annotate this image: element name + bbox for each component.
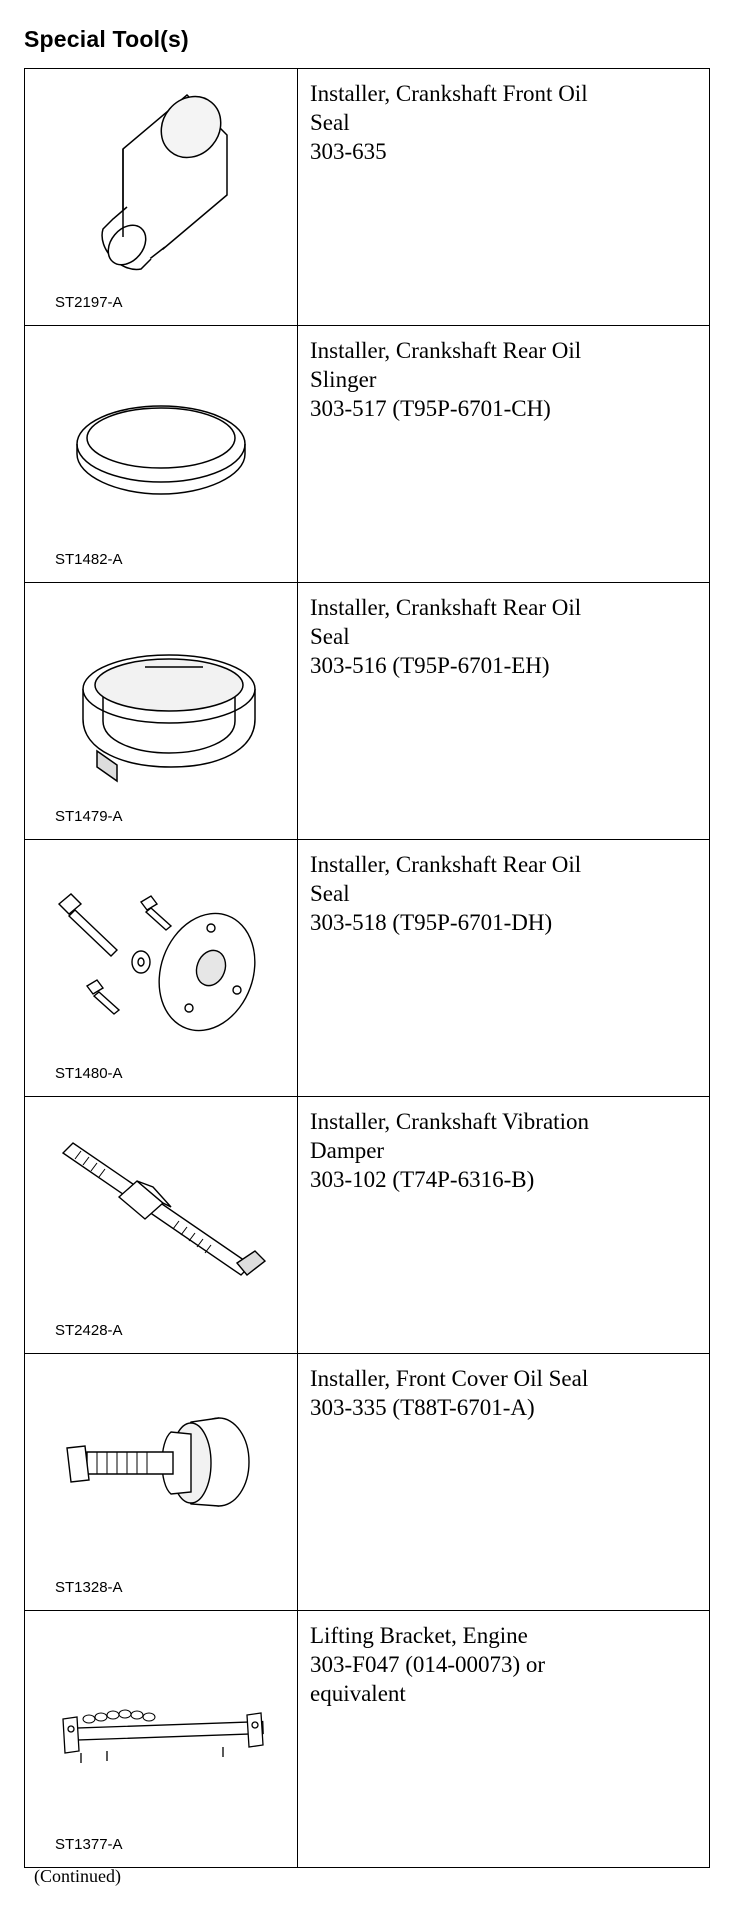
engine-lifting-bracket-icon [41, 1629, 281, 1819]
tool-name: Installer, Crankshaft Rear Oil Seal [310, 595, 582, 649]
tool-code: ST1480-A [55, 1065, 123, 1082]
tool-description-cell [298, 1354, 710, 1611]
tool-description-cell [298, 1611, 710, 1868]
front-cover-seal-installer-icon [41, 1372, 281, 1562]
seal-installer-cup-icon [41, 87, 281, 277]
tool-code: ST2428-A [55, 1322, 123, 1339]
tool-part-number: 303-516 (T95P-6701-EH) [310, 653, 550, 678]
tool-name: Lifting Bracket, Engine [310, 1623, 528, 1648]
tool-image-cell [25, 326, 298, 583]
tool-part-number: 303-F047 (014-00073) or equivalent [310, 1652, 546, 1706]
tool-name: Installer, Crankshaft Vibration Damper [310, 1109, 589, 1163]
tool-part-number: 303-518 (T95P-6701-DH) [310, 910, 553, 935]
tool-image-cell [25, 1611, 298, 1868]
oil-slinger-ring-icon [41, 344, 281, 534]
tool-description-cell [298, 1097, 710, 1354]
table-row [25, 1611, 710, 1868]
tool-image-cell [25, 840, 298, 1097]
table-row [25, 69, 710, 326]
special-tools-table [24, 68, 710, 1868]
tool-code: ST1482-A [55, 551, 123, 568]
tool-code: ST1479-A [55, 808, 123, 825]
tool-code: ST1377-A [55, 1836, 123, 1853]
tool-description-cell [298, 326, 710, 583]
table-row [25, 840, 710, 1097]
tool-image-cell [25, 1354, 298, 1611]
tool-description-cell [298, 840, 710, 1097]
tool-name: Installer, Crankshaft Rear Oil Slinger [310, 338, 582, 392]
rear-seal-installer-icon [41, 601, 281, 791]
damper-installer-screw-icon [41, 1115, 281, 1305]
table-row [25, 583, 710, 840]
tool-part-number: 303-517 (T95P-6701-CH) [310, 396, 551, 421]
tool-description-cell [298, 69, 710, 326]
tool-image-cell [25, 69, 298, 326]
tool-image-cell [25, 583, 298, 840]
tool-part-number: 303-102 (T74P-6316-B) [310, 1167, 535, 1192]
tool-part-number: 303-635 [310, 139, 387, 164]
tool-description-cell [298, 583, 710, 840]
tool-code: ST1328-A [55, 1579, 123, 1596]
table-row [25, 1354, 710, 1611]
page-title: Special Tool(s) [24, 26, 189, 52]
tool-code: ST2197-A [55, 294, 123, 311]
tool-image-cell [25, 1097, 298, 1354]
tool-name: Installer, Crankshaft Front Oil Seal [310, 81, 588, 135]
tool-part-number: 303-335 (T88T-6701-A) [310, 1395, 535, 1420]
continued-note: (Continued) [34, 1866, 121, 1886]
table-row [25, 326, 710, 583]
table-row [25, 1097, 710, 1354]
tool-name: Installer, Front Cover Oil Seal [310, 1366, 589, 1391]
installer-kit-bolts-plate-icon [41, 858, 281, 1048]
tool-name: Installer, Crankshaft Rear Oil Seal [310, 852, 582, 906]
